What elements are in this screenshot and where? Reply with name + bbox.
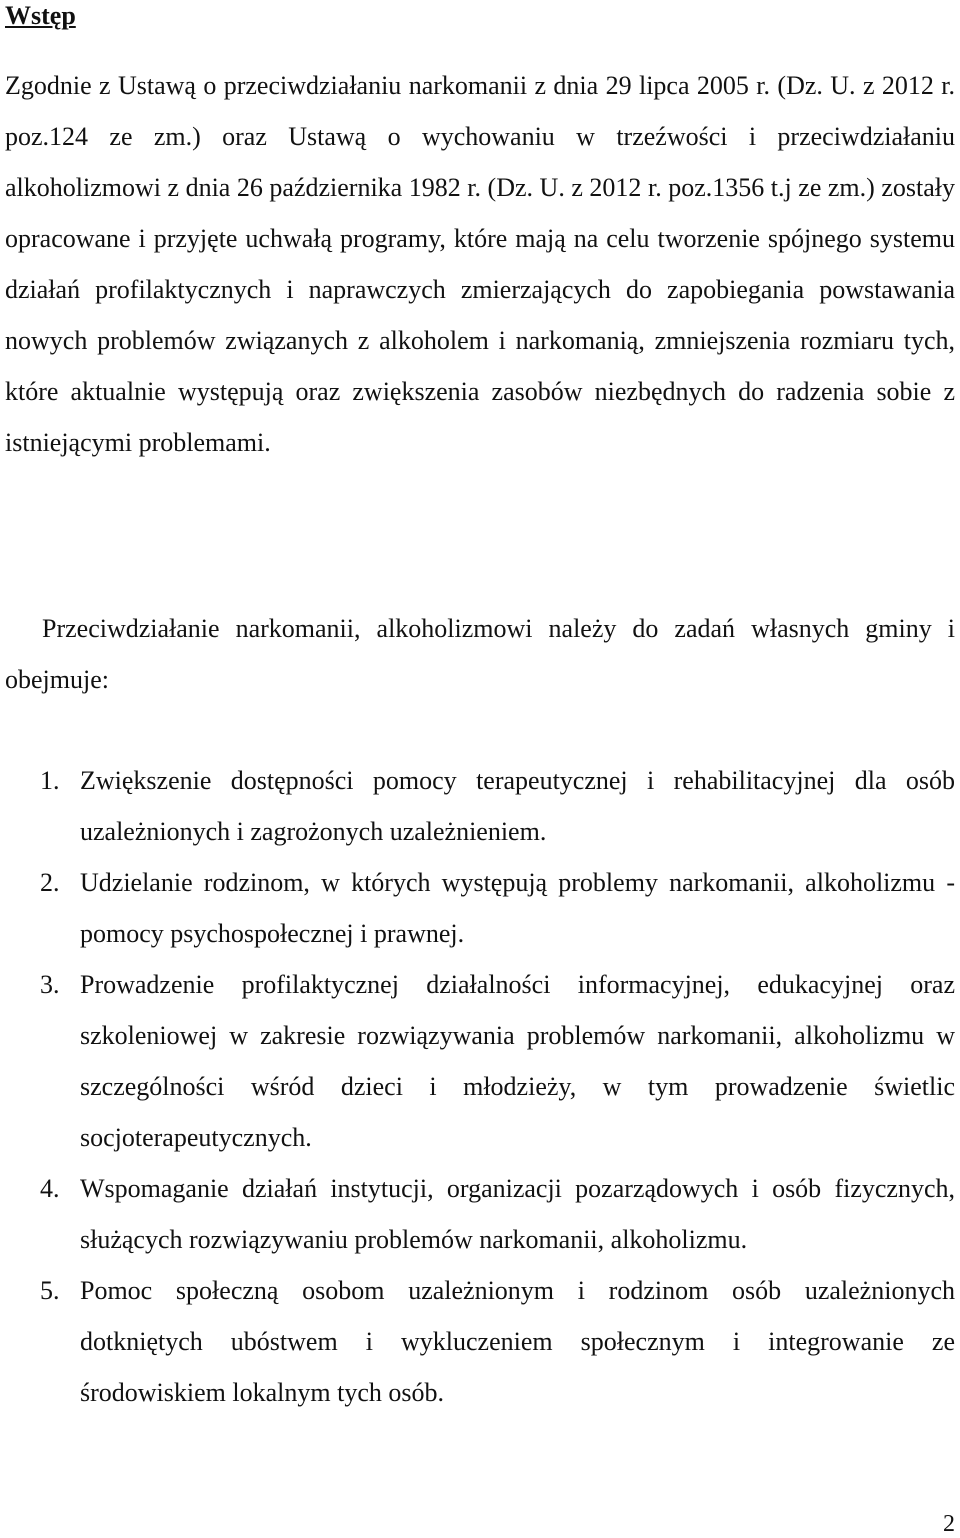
list-item (0, 857, 955, 959)
list-item-text: Pomoc społeczną osobom uzależnionym i rodzinom osób uzależnionych dotkniętych ubóstwem i wykluczeniem społecznym i integrowanie ze środowiskiem lokalnym tych osób. (80, 1276, 955, 1407)
list-item-text: Udzielanie rodzinom, w których występują problemy narkomanii, alkoholizmu - pomocy psychospołecznej i prawnej. (80, 868, 955, 948)
intro-paragraph: Zgodnie z Ustawą o przeciwdziałaniu narkomanii z dnia 29 lipca 2005 r. (Dz. U. z 2012 r. poz.124 ze zm.) oraz Ustawą o wychowaniu w trzeźwości i przeciwdziałaniu alkoholizmowi z dnia 26 października 1982 r. (Dz. U. z 2012 r. poz.1356 t.j ze zm.) zostały opracowane i przyjęte uchwałą programy, które mają na celu tworzenie spójnego systemu działań profilaktycznych i naprawczych zmierzających do zapobiegania powstawania nowych problemów związanych z alkoholem i narkomanią, zmniejszenia rozmiaru tych, które aktualnie występują oraz zwiększenia zasobów niezbędnych do radzenia sobie z istniejącymi problemami. (5, 71, 955, 457)
list-item (0, 959, 955, 1163)
list-item-number: 1. (40, 766, 60, 795)
list-item-text: Wspomaganie działań instytucji, organizacji pozarządowych i osób fizycznych, służących rozwiązywaniu problemów narkomanii, alkoholizmu. (80, 1174, 955, 1254)
tasks-list (0, 755, 960, 1418)
page-number: 2 (943, 1511, 955, 1537)
list-item (0, 1163, 955, 1265)
section-heading: Wstęp (5, 1, 76, 30)
list-item (0, 1265, 955, 1418)
list-item (0, 755, 955, 857)
list-item-number: 3. (40, 970, 60, 999)
list-item-text: Prowadzenie profilaktycznej działalności informacyjnej, edukacyjnej oraz szkoleniowej w zakresie rozwiązywania problemów narkomanii, alkoholizmu w szczególności wśród dzieci i młodzieży, w tym prowadzenie świetlic socjoterapeutycznych. (80, 970, 955, 1152)
scope-paragraph: Przeciwdziałanie narkomanii, alkoholizmowi należy do zadań własnych gminy i obejmuje: (5, 614, 955, 694)
list-item-number: 2. (40, 868, 60, 897)
list-item-text: Zwiększenie dostępności pomocy terapeutycznej i rehabilitacyjnej dla osób uzależnionych i zagrożonych uzależnieniem. (80, 766, 955, 846)
list-item-number: 4. (40, 1174, 60, 1203)
list-item-number: 5. (40, 1276, 60, 1305)
